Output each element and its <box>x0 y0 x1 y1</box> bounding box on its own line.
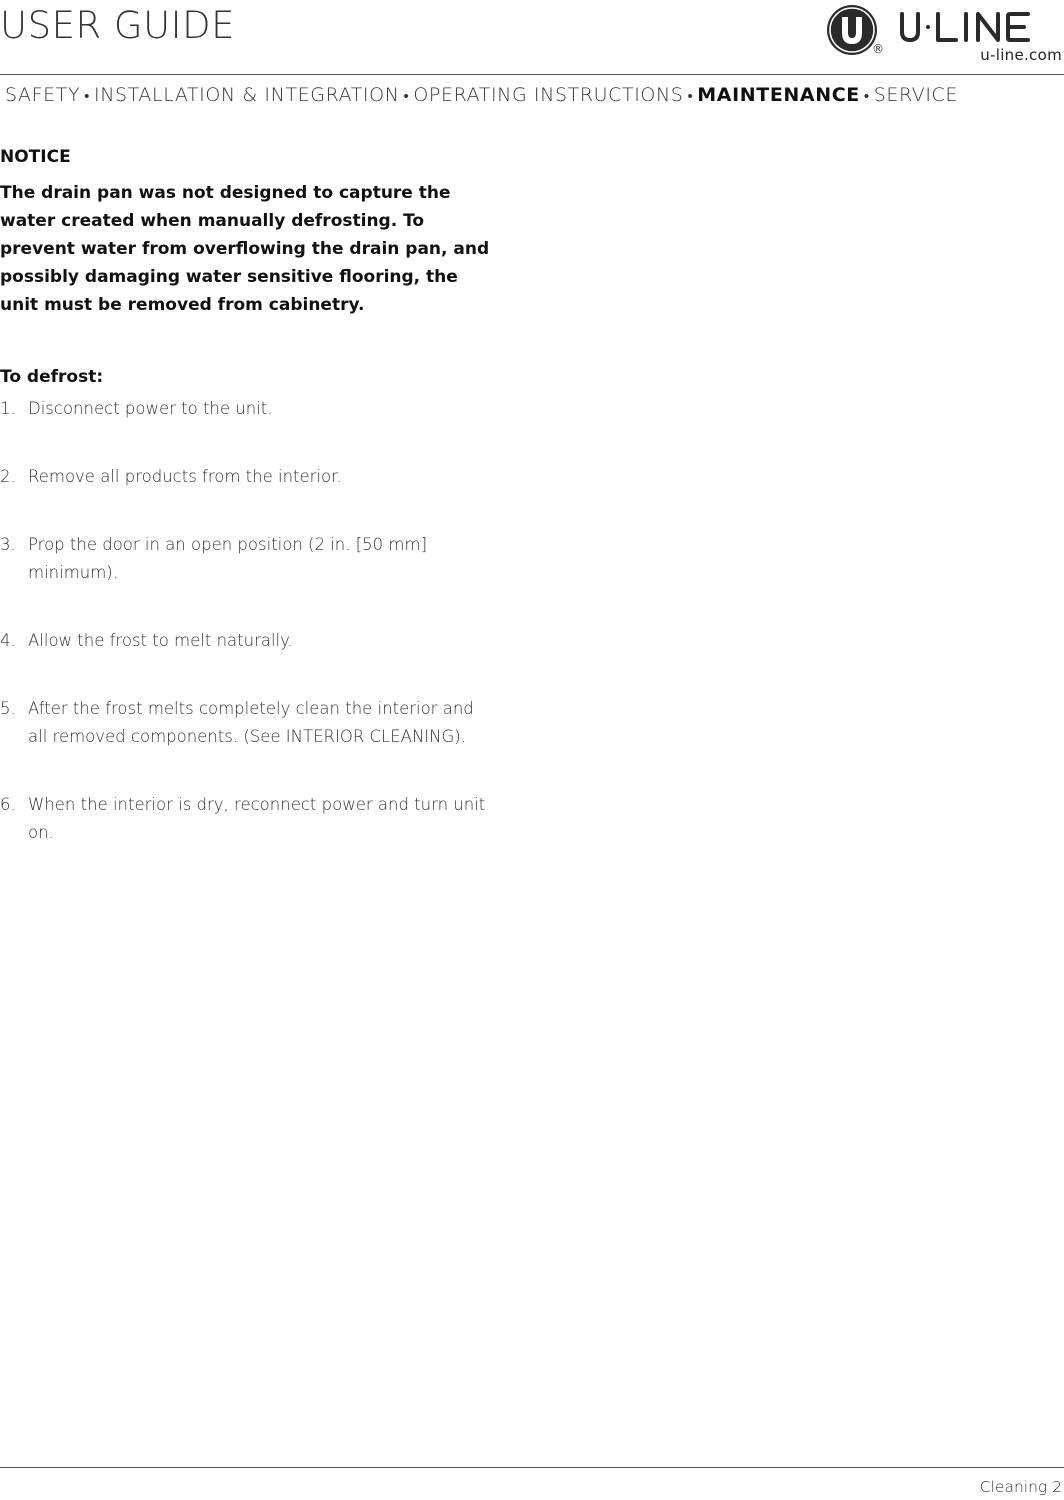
nav-item-service[interactable]: SERVICE <box>873 84 959 106</box>
step-text: After the frost melts completely clean the interior and all removed components. (See INTERIOR CLEANING). <box>28 699 474 746</box>
defrost-steps-list <box>0 395 500 847</box>
u-line-circle-logo-icon <box>826 4 878 56</box>
main-content <box>0 140 500 887</box>
header-divider <box>0 74 1064 75</box>
step-number: 3. <box>0 535 16 554</box>
list-item <box>0 791 494 847</box>
step-number: 5. <box>0 699 16 718</box>
notice-body: The drain pan was not designed to capture the water created when manually defrosting. To prevent water from overflowing the drain pan, and possibly damaging water sensitive flooring, the unit must be removed from cabinetry. <box>0 183 490 315</box>
u-line-wordmark-logo <box>898 10 1058 44</box>
step-number: 4. <box>0 631 16 650</box>
step-number: 6. <box>0 795 16 814</box>
section-breadcrumb-nav <box>5 82 958 109</box>
list-item <box>0 463 494 491</box>
nav-separator: • <box>687 87 694 105</box>
step-text: Remove all products from the interior. <box>28 467 342 486</box>
step-text: Disconnect power to the unit. <box>28 399 273 418</box>
nav-item-maintenance[interactable]: MAINTENANCE <box>697 84 860 106</box>
page-footer-label: Cleaning 2 <box>979 1478 1062 1496</box>
step-text: Allow the frost to melt naturally. <box>28 631 293 650</box>
registered-mark: ® <box>872 42 884 56</box>
list-item <box>0 695 494 751</box>
notice-heading: NOTICE <box>0 147 71 167</box>
nav-separator: • <box>863 87 870 105</box>
site-url[interactable]: u-line.com <box>980 46 1062 64</box>
nav-item-operating[interactable]: OPERATING INSTRUCTIONS <box>413 84 684 106</box>
nav-item-installation[interactable]: INSTALLATION & INTEGRATION <box>94 84 400 106</box>
page-title: USER GUIDE <box>0 4 235 47</box>
nav-item-safety[interactable]: SAFETY <box>5 84 81 106</box>
nav-separator: • <box>403 87 410 105</box>
brand-logo <box>826 4 1062 62</box>
list-item <box>0 627 494 655</box>
step-text: When the interior is dry, reconnect power and turn unit on. <box>28 795 486 842</box>
step-number: 1. <box>0 399 16 418</box>
list-item <box>0 531 494 587</box>
footer-divider <box>0 1467 1064 1468</box>
defrost-heading: To defrost: <box>0 367 104 387</box>
list-item <box>0 395 494 423</box>
step-text: Prop the door in an open position (2 in. [50 mm] minimum). <box>28 535 428 582</box>
step-number: 2. <box>0 467 16 486</box>
nav-separator: • <box>84 87 91 105</box>
